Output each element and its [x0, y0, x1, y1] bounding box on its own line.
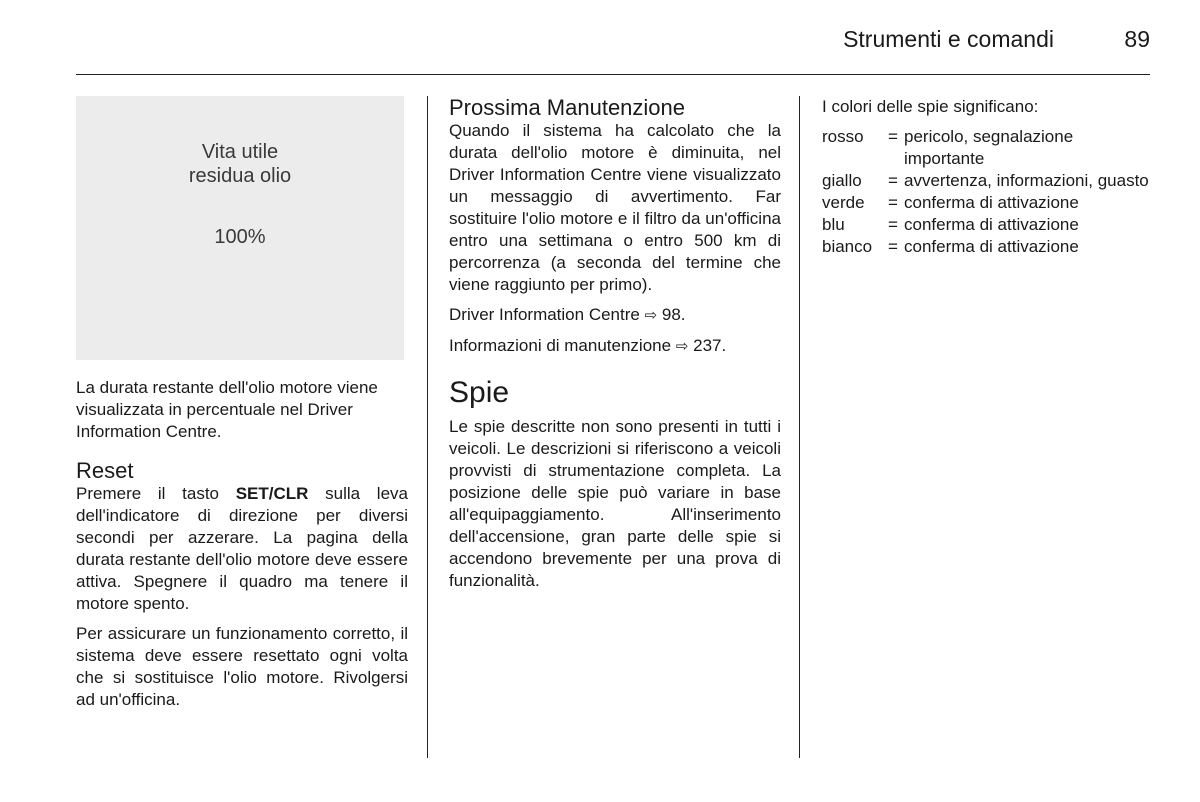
page-number: 89	[1124, 26, 1150, 52]
reference-link[interactable]: Informazioni di manutenzione ⇨ 237.	[449, 336, 727, 355]
color-row: verde = conferma di attivazione	[822, 193, 1079, 212]
set-clr-key: SET/CLR	[235, 484, 309, 503]
maintenance-paragraph: Quando il sistema ha calcolato che la durata dell'olio motore è diminuita, nel Driver Information Centre viene visualizzato un messaggio di avvertimento. Far sostituire l'olio motore e il filtro da un'officina entro una settimana o entro 500 km di percorrenza (a seconda del termine che viene raggiunto per primo).	[449, 121, 781, 294]
reference-link[interactable]: Driver Information Centre ⇨ 98.	[449, 305, 686, 324]
reset-note-paragraph: Per assicurare un funzionamento corretto, il sistema deve essere resettato ogni volta che si sostituisce l'olio motore. Rivolgersi ad un'officina.	[76, 624, 408, 709]
arrow-right-icon: ⇨	[644, 307, 658, 324]
color-row: rosso = pericolo, segnalazione importante	[822, 127, 1074, 168]
oil-life-display	[76, 96, 404, 360]
oil-life-value: 100%	[214, 226, 266, 248]
colors-intro: I colori delle spie significano:	[822, 97, 1039, 116]
column-divider	[799, 96, 800, 758]
display-line: Vita utile	[201, 141, 279, 163]
spie-heading: Spie	[449, 376, 510, 409]
column-left	[76, 377, 408, 719]
intro-paragraph: La durata restante dell'olio motore viene visualizzata in percentuale nel Driver Information Centre.	[76, 378, 378, 441]
reset-heading: Reset	[76, 458, 134, 483]
color-row: blu = conferma di attivazione	[822, 215, 1079, 234]
display-line: residua olio	[188, 165, 292, 187]
spie-paragraph: Le spie descritte non sono presenti in tutti i veicoli. Le descrizioni si riferiscono a veicoli provvisti di strumentazione completa. La posizione delle spie può variare in base all'equipaggiamento. All'inserimento dell'accensione, gran parte delle spie si accendono brevemente per una prova di funzionalità.	[449, 417, 781, 590]
column-middle	[449, 96, 781, 600]
column-right	[822, 96, 1154, 258]
header-rule	[76, 74, 1150, 75]
arrow-right-icon: ⇨	[675, 338, 689, 355]
color-row: giallo = avvertenza, informazioni, guasto	[822, 171, 1149, 190]
reset-paragraph: Premere il tasto SET/CLR sulla leva dell'indicatore di direzione per diversi secondi per azzerare. La pagina della durata restante dell'olio motore deve essere attiva. Spegnere il quadro ma tenere il motore spento.	[76, 484, 408, 613]
colors-table	[822, 126, 1154, 258]
header-title: Strumenti e comandi	[843, 26, 1054, 52]
column-divider	[427, 96, 428, 758]
color-row: bianco = conferma di attivazione	[822, 237, 1079, 256]
maintenance-heading: Prossima Manutenzione	[449, 95, 686, 120]
